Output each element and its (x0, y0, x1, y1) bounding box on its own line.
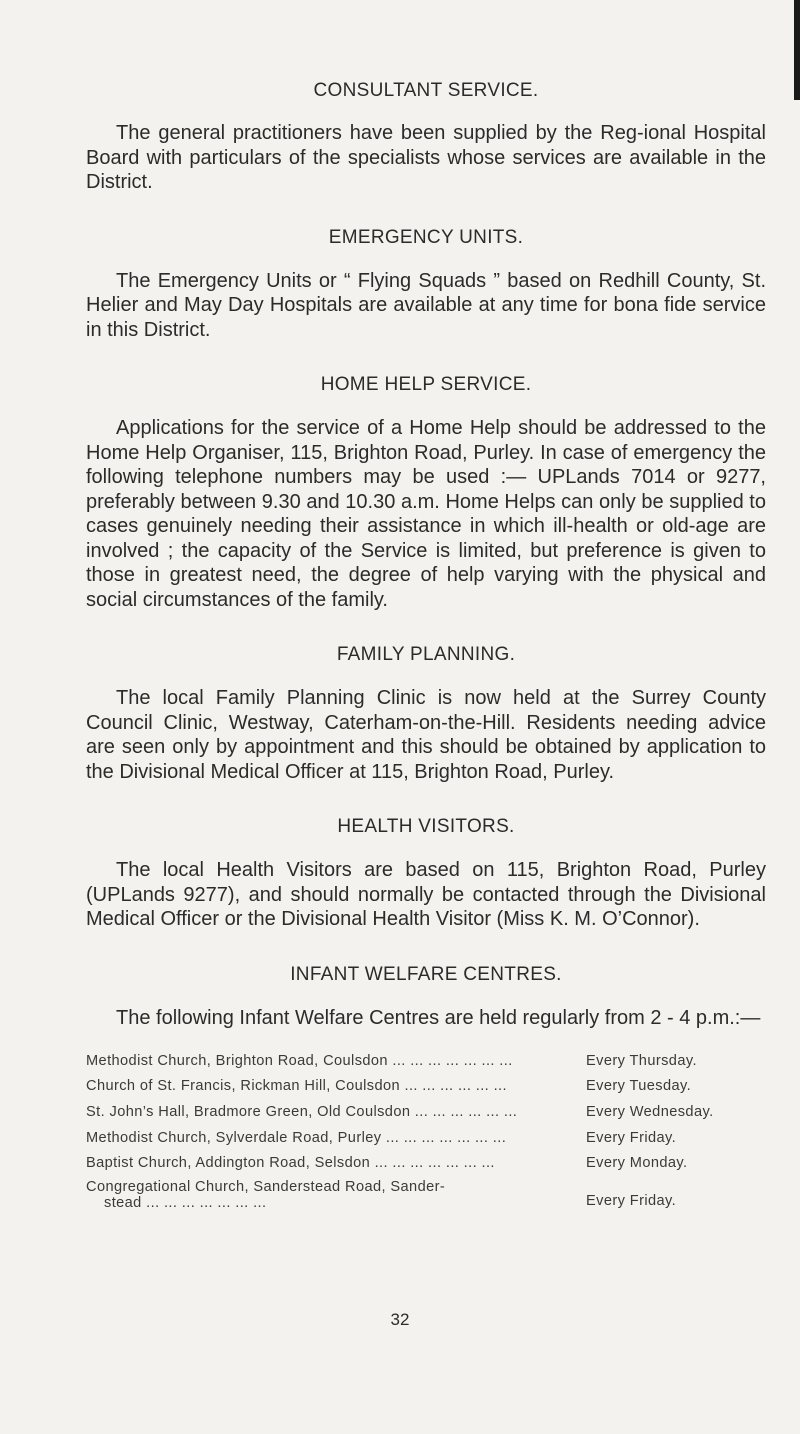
centre-place (86, 1179, 586, 1211)
centre-day: Every Thursday. (586, 1052, 697, 1069)
section-heading: EMERGENCY UNITS. (328, 226, 524, 248)
centre-place: Methodist Church, Sylverdale Road, Purley ... ... ... ... ... ... ... (86, 1129, 507, 1146)
section-heading: CONSULTANT SERVICE. (313, 80, 539, 101)
page-content (86, 76, 766, 1211)
section-infant-welfare-centres (86, 960, 766, 1211)
section-heading: HOME HELP SERVICE. (320, 374, 532, 395)
section-family-planning (86, 640, 766, 784)
section-paragraph: The general practitioners have been supplied by the Reg-ional Hospital Board with particulars of the specialists whose services are available in the District. (86, 122, 766, 193)
section-heading: HEALTH VISITORS. (337, 816, 515, 837)
centre-day: Every Friday. (586, 1192, 677, 1209)
section-consultant-service (86, 76, 766, 195)
section-paragraph: The local Family Planning Clinic is now held at the Surrey County Council Clinic, Westway, Caterham-on-the-Hill. Residents needing advice are seen only by appointment and this should be obtained by application to the Divisional Medical Officer at 115, Brighton Road, Purley. (86, 687, 766, 783)
centres-list (86, 1048, 766, 1211)
section-paragraph: Applications for the service of a Home Help should be addressed to the Home Help Organiser, 115, Brighton Road, Purley. In case of emergency the following telephone numbers may be used :— UPLands 7014 or 9277, preferably between 9.30 and 10.30 a.m. Home Helps can only be supplied to cases genuinely needing their assistance in which ill-health or old-age are involved ; the capacity of the Service is limited, but preference is given to those in greatest need, the degree of help varying with the physical and social circumstances of the family. (86, 417, 766, 611)
centre-day: Every Wednesday. (586, 1103, 714, 1120)
list-item (86, 1125, 766, 1151)
centre-day: Every Friday. (586, 1129, 677, 1146)
section-emergency-units (86, 223, 766, 343)
section-paragraph: The Emergency Units or “ Flying Squads ” based on Redhill County, St. Helier and May Day Hospitals are available at any time for bona fide service in this District. (86, 269, 766, 341)
centre-day: Every Tuesday. (586, 1078, 692, 1095)
page-number: 32 (390, 1310, 410, 1329)
section-heading: INFANT WELFARE CENTRES. (290, 963, 562, 985)
list-item (86, 1179, 766, 1211)
list-item (86, 1048, 766, 1074)
list-item (86, 1099, 766, 1125)
centre-place: St. John’s Hall, Bradmore Green, Old Coulsdon ... ... ... ... ... ... (86, 1103, 518, 1120)
section-health-visitors (86, 812, 766, 932)
page-edge-mark (794, 0, 800, 100)
centre-place: Baptist Church, Addington Road, Selsdon ... ... ... ... ... ... ... (86, 1155, 495, 1172)
centre-place: Church of St. Francis, Rickman Hill, Coulsdon ... ... ... ... ... ... (86, 1078, 507, 1095)
centre-place-line1: Congregational Church, Sanderstead Road, Sander- (86, 1178, 446, 1195)
section-paragraph: The following Infant Welfare Centres are held regularly from 2 - 4 p.m.:— (116, 1006, 761, 1029)
section-heading: FAMILY PLANNING. (336, 644, 516, 665)
centre-place: Methodist Church, Brighton Road, Coulsdon ... ... ... ... ... ... ... (86, 1052, 513, 1069)
centre-day: Every Monday. (586, 1155, 688, 1172)
list-item (86, 1150, 766, 1176)
centre-place-line2: stead ... ... ... ... ... ... ... (104, 1194, 267, 1211)
list-item (86, 1074, 766, 1100)
section-paragraph: The local Health Visitors are based on 115, Brighton Road, Purley (UPLands 9277), and should normally be contacted through the Divisional Medical Officer or the Divisional Health Visitor (Miss K. M. O’Connor). (86, 859, 766, 930)
section-home-help-service (86, 370, 766, 612)
